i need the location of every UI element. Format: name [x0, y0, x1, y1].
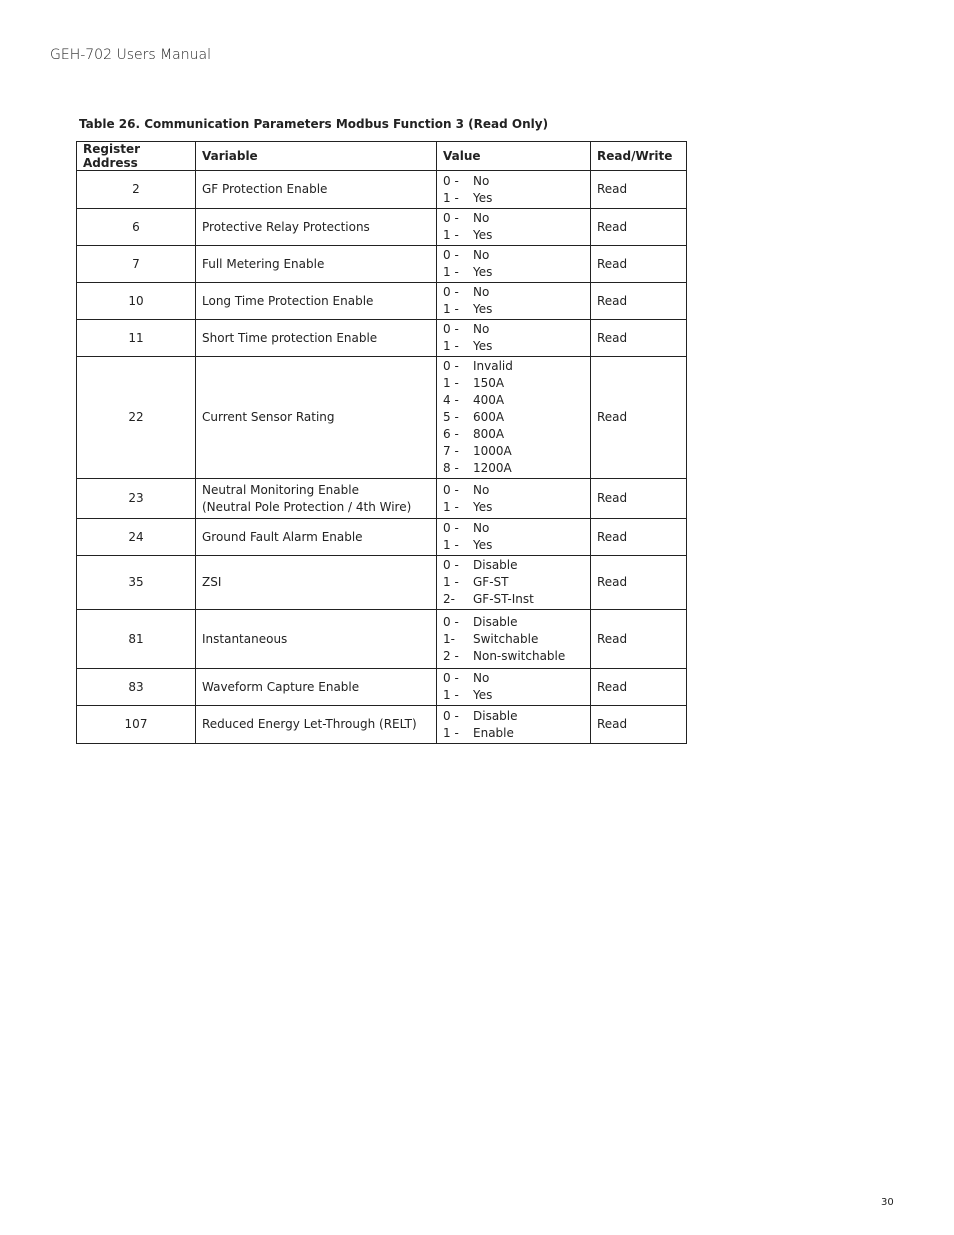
register-address-cell: 7: [77, 246, 196, 283]
variable-cell: [196, 556, 437, 610]
value-code: 1 -: [443, 376, 459, 390]
value-code: 1 -: [443, 688, 459, 702]
variable-cell: [196, 283, 437, 320]
value-option: [443, 227, 584, 244]
variable-line: Waveform Capture Enable: [202, 679, 360, 694]
value-option: [443, 321, 584, 338]
value-code: 8 -: [443, 461, 459, 475]
value-cell: [437, 669, 591, 706]
value-label: No: [473, 521, 490, 535]
table-row: [77, 706, 687, 744]
value-label: Yes: [473, 538, 493, 552]
value-cell: [437, 246, 591, 283]
value-code: 6 -: [443, 427, 459, 441]
value-option: [443, 210, 584, 227]
read-write-cell: Read: [591, 610, 687, 669]
table-row: [77, 610, 687, 669]
value-cell: [437, 171, 591, 209]
value-label: No: [473, 322, 490, 336]
value-label: 400A: [473, 393, 505, 407]
value-option: [443, 725, 584, 742]
value-cell: [437, 706, 591, 744]
value-code: 1 -: [443, 339, 459, 353]
value-cell: [437, 283, 591, 320]
value-label: Yes: [473, 190, 493, 205]
value-option: [443, 670, 584, 687]
value-option: [443, 460, 584, 477]
value-option: [443, 708, 584, 725]
value-label: Yes: [473, 499, 493, 514]
value-code: 0 -: [443, 248, 459, 262]
read-write-cell: Read: [591, 556, 687, 610]
value-cell: [437, 320, 591, 357]
header-title: GEH-702 Users Manual: [50, 47, 211, 63]
value-label: Non-switchable: [473, 648, 566, 663]
value-label: Yes: [473, 688, 493, 702]
value-label: No: [473, 285, 490, 299]
variable-cell: [196, 357, 437, 479]
value-label: No: [473, 671, 490, 685]
variable-line: Full Metering Enable: [202, 256, 325, 271]
value-option: [443, 338, 584, 355]
column-header: Value: [437, 142, 591, 171]
value-label: 800A: [473, 427, 505, 441]
value-code: 1 -: [443, 228, 459, 242]
register-address-cell: 10: [77, 283, 196, 320]
value-code: 1 -: [443, 725, 459, 740]
column-header: Register Address: [77, 142, 196, 171]
column-header: Variable: [196, 142, 437, 171]
value-code: 0 -: [443, 614, 459, 629]
value-label: Invalid: [473, 359, 513, 373]
value-code: 1-: [443, 631, 455, 646]
value-label: Disable: [473, 614, 518, 629]
register-address-cell: 2: [77, 171, 196, 209]
register-address-cell: 107: [77, 706, 196, 744]
register-address-cell: 23: [77, 479, 196, 519]
value-cell: [437, 209, 591, 246]
table-row: [77, 171, 687, 209]
value-option: [443, 537, 584, 554]
value-option: [443, 358, 584, 375]
value-label: Yes: [473, 228, 493, 242]
value-option: [443, 392, 584, 409]
variable-cell: [196, 610, 437, 669]
read-write-cell: Read: [591, 246, 687, 283]
register-address-cell: 24: [77, 519, 196, 556]
register-address-cell: 11: [77, 320, 196, 357]
value-label: Yes: [473, 302, 493, 316]
column-header: Read/Write: [591, 142, 687, 171]
value-label: Disable: [473, 558, 518, 572]
value-option: [443, 190, 584, 207]
value-code: 0 -: [443, 708, 459, 723]
value-option: [443, 173, 584, 190]
variable-cell: [196, 209, 437, 246]
variable-line: Protective Relay Protections: [202, 219, 370, 234]
value-option: [443, 574, 584, 591]
table-row: [77, 519, 687, 556]
table-row: [77, 556, 687, 610]
value-label: 1000A: [473, 444, 512, 458]
value-option: [443, 520, 584, 537]
variable-line: (Neutral Pole Protection / 4th Wire): [202, 499, 412, 514]
value-code: 0 -: [443, 521, 459, 535]
value-code: 0 -: [443, 359, 459, 373]
read-write-cell: Read: [591, 171, 687, 209]
value-code: 0 -: [443, 671, 459, 685]
value-label: Yes: [473, 265, 493, 279]
value-option: [443, 591, 584, 608]
variable-line: Current Sensor Rating: [202, 410, 335, 424]
variable-cell: [196, 246, 437, 283]
value-label: Disable: [473, 708, 518, 723]
value-label: No: [473, 482, 490, 497]
value-label: No: [473, 211, 490, 225]
value-option: [443, 648, 584, 665]
read-write-cell: Read: [591, 209, 687, 246]
value-option: [443, 301, 584, 318]
variable-line: Short Time protection Enable: [202, 330, 378, 345]
read-write-cell: Read: [591, 283, 687, 320]
variable-line: Ground Fault Alarm Enable: [202, 529, 363, 544]
value-code: 4 -: [443, 393, 459, 407]
table-row: [77, 669, 687, 706]
page-number: 30: [881, 1197, 894, 1208]
value-option: [443, 614, 584, 631]
value-code: 2-: [443, 592, 455, 606]
value-cell: [437, 357, 591, 479]
value-code: 0 -: [443, 211, 459, 225]
variable-line: Neutral Monitoring Enable: [202, 482, 359, 497]
value-code: 1 -: [443, 302, 459, 316]
value-code: 0 -: [443, 322, 459, 336]
table-row: [77, 209, 687, 246]
read-write-cell: Read: [591, 706, 687, 744]
register-address-cell: 81: [77, 610, 196, 669]
value-label: No: [473, 173, 490, 188]
value-code: 0 -: [443, 285, 459, 299]
value-code: 0 -: [443, 558, 459, 572]
value-code: 2 -: [443, 648, 459, 663]
value-option: [443, 499, 584, 516]
value-label: Enable: [473, 725, 514, 740]
value-code: 0 -: [443, 482, 459, 497]
table-row: [77, 479, 687, 519]
value-code: 1 -: [443, 538, 459, 552]
table-row: [77, 283, 687, 320]
value-option: [443, 375, 584, 392]
read-write-cell: Read: [591, 669, 687, 706]
table-row: [77, 357, 687, 479]
value-option: [443, 631, 584, 648]
table-row: [77, 246, 687, 283]
value-label: No: [473, 248, 490, 262]
variable-line: ZSI: [202, 575, 222, 589]
parameters-table: [76, 141, 687, 744]
variable-cell: [196, 320, 437, 357]
variable-line: Reduced Energy Let-Through (RELT): [202, 717, 417, 731]
read-write-cell: Read: [591, 479, 687, 519]
read-write-cell: Read: [591, 320, 687, 357]
value-cell: [437, 519, 591, 556]
variable-line: GF Protection Enable: [202, 182, 328, 196]
value-option: [443, 687, 584, 704]
value-option: [443, 247, 584, 264]
read-write-cell: Read: [591, 357, 687, 479]
value-cell: [437, 556, 591, 610]
read-write-cell: Read: [591, 519, 687, 556]
variable-cell: [196, 706, 437, 744]
value-label: Yes: [473, 339, 493, 353]
value-label: GF-ST-Inst: [473, 592, 534, 606]
variable-line: Long Time Protection Enable: [202, 293, 374, 308]
variable-cell: [196, 669, 437, 706]
value-code: 1 -: [443, 265, 459, 279]
variable-line: Instantaneous: [202, 631, 288, 646]
variable-cell: [196, 479, 437, 519]
register-address-cell: 83: [77, 669, 196, 706]
register-address-cell: 22: [77, 357, 196, 479]
table-header-row: [77, 142, 687, 171]
value-code: 0 -: [443, 173, 459, 188]
value-code: 7 -: [443, 444, 459, 458]
value-code: 1 -: [443, 499, 459, 514]
value-label: 1200A: [473, 461, 512, 475]
variable-cell: [196, 171, 437, 209]
table-caption: Table 26. Communication Parameters Modbus Function 3 (Read Only): [79, 117, 549, 131]
value-code: 5 -: [443, 410, 459, 424]
table-row: [77, 320, 687, 357]
value-label: Switchable: [473, 631, 539, 646]
value-cell: [437, 610, 591, 669]
value-cell: [437, 479, 591, 519]
value-option: [443, 443, 584, 460]
value-label: 150A: [473, 376, 505, 390]
value-code: 1 -: [443, 190, 459, 205]
value-option: [443, 482, 584, 499]
value-label: 600A: [473, 410, 505, 424]
value-label: GF-ST: [473, 575, 509, 589]
value-option: [443, 557, 584, 574]
value-option: [443, 264, 584, 281]
register-address-cell: 35: [77, 556, 196, 610]
value-code: 1 -: [443, 575, 459, 589]
value-option: [443, 409, 584, 426]
table-body: [77, 171, 687, 744]
value-option: [443, 284, 584, 301]
value-option: [443, 426, 584, 443]
variable-cell: [196, 519, 437, 556]
register-address-cell: 6: [77, 209, 196, 246]
